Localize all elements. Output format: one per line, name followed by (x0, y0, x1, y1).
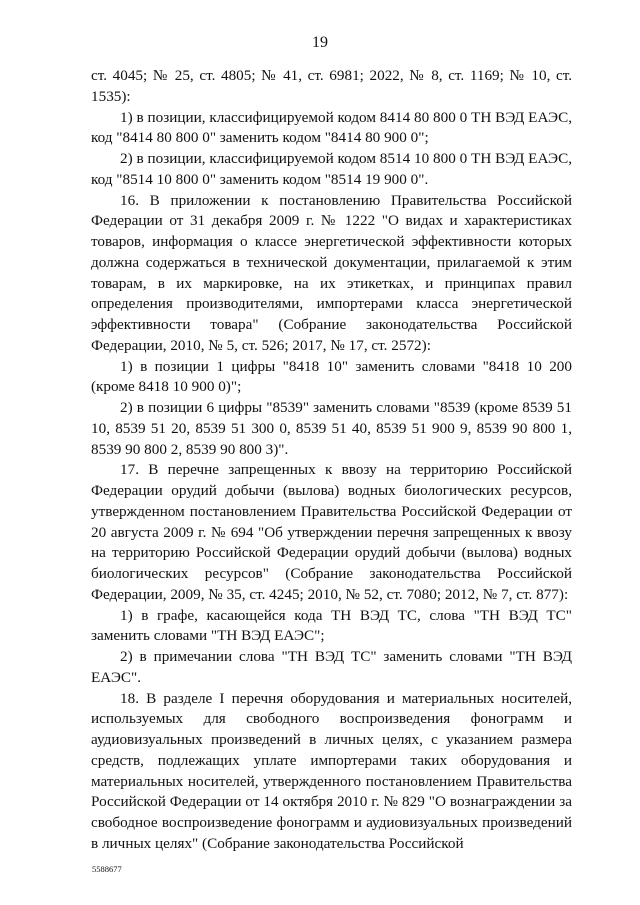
paragraph-10: 18. В разделе I перечня оборудования и материальных носителей, используемых для свободного воспроизведения фонограмм и аудиовизуальных произведений в личных целях, с указанием размера средств, подлежащих уплате импортерами таких оборудования и материальных носителей, утвержденного постановлением Правительства Российской Федерации от 14 октября 2010 г. № 829 "О вознаграждении за свободное воспроизведение фонограмм и аудиовизуальных произведений в личных целях" (Собрание законодательства Российской (91, 689, 572, 852)
paragraph-6: 2) в позиции 6 цифры "8539" заменить словами "8539 (кроме 8539 51 10, 8539 51 20, 8539 51 300 0, 8539 51 40, 8539 51 900 9, 8539 90 800 1, 8539 90 800 2, 8539 90 800 3)". (91, 399, 572, 458)
paragraph-7: 17. В перечне запрещенных к ввозу на территорию Российской Федерации орудий добычи (вылова) водных биологических ресурсов, утвержденном постановлением Правительства Российской Федерации от 20 августа 2009 г. № 694 "Об утверждении перечня запрещенных к ввозу на территорию Российской Федерации орудий добычи (вылова) водных биологических ресурсов" (Собрание законодательства Российской Федерации, 2009, № 35, ст. 4245; 2010, № 52, ст. 7080; 2012, № 7, ст. 877): (91, 461, 572, 603)
paragraph-1: ст. 4045; № 25, ст. 4805; № 41, ст. 6981; 2022, № 8, ст. 1169; № 10, ст. 1535): (91, 67, 572, 105)
paragraph-5: 1) в позиции 1 цифры "8418 10" заменить словами "8418 10 200 (кроме 8418 10 900 0)"; (91, 357, 572, 396)
page-number: 19 (312, 34, 328, 51)
paragraph-2: 1) в позиции, классифицируемой кодом 8414 80 800 0 ТН ВЭД ЕАЭС, код "8414 80 800 0" заменить кодом "8414 80 900 0"; (91, 108, 572, 147)
paragraph-9: 2) в примечании слова "ТН ВЭД ТС" заменить словами "ТН ВЭД ЕАЭС". (91, 648, 572, 686)
paragraph-8: 1) в графе, касающейся кода ТН ВЭД ТС, слова "ТН ВЭД ТС" заменить словами "ТН ВЭД ЕАЭС"; (91, 606, 572, 645)
paragraph-4: 16. В приложении к постановлению Правительства Российской Федерации от 31 декабря 2009 г. № 1222 "О видах и характеристиках товаров, информация о классе энергетической эффективности которых должна содержаться в технической документации, прилагаемой к этим товарам, в их маркировке, на их этикетках, и принципах правил определения производителями, импортерами класса энергетической эффективности товара" (Собрание законодательства Российской Федерации, 2010, № 5, ст. 526; 2017, № 17, ст. 2572): (91, 191, 572, 354)
paragraph-3: 2) в позиции, классифицируемой кодом 8514 10 800 0 ТН ВЭД ЕАЭС, код "8514 10 800 0" заменить кодом "8514 19 900 0". (91, 150, 572, 188)
document-body (91, 66, 572, 855)
document-code: 5588677 (92, 864, 122, 874)
